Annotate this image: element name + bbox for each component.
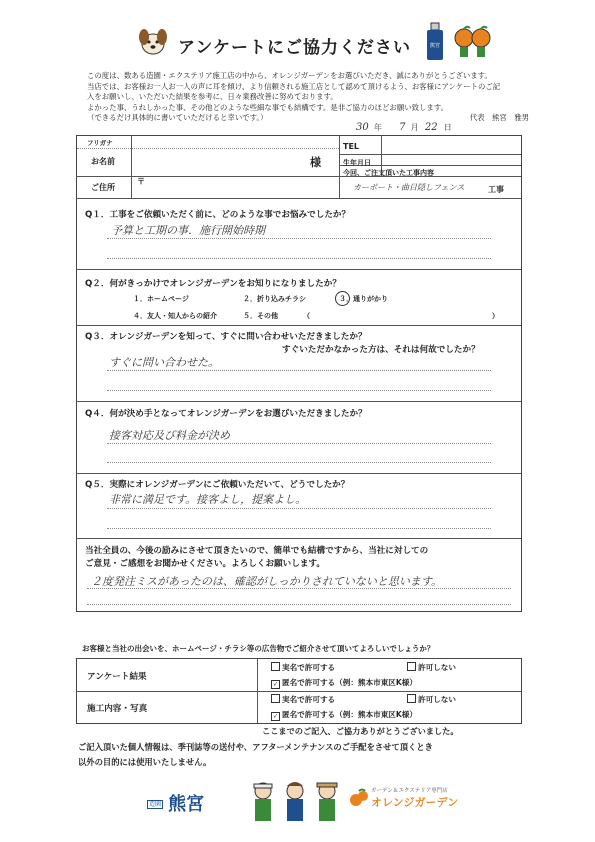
- date-year: 30: [356, 122, 369, 133]
- honorific-label: 様: [310, 156, 321, 169]
- checkbox-icon: [407, 662, 416, 671]
- logo-main-text: 熊宮: [168, 794, 205, 815]
- kumamiya-logo: [147, 790, 204, 816]
- birthdate-label: 生年月日: [343, 159, 371, 167]
- q3-sub: すぐいただかなかった方は、それは何故でしたか？: [282, 345, 480, 355]
- comment-line-2: ご意見・ご感想をお聞かせください。よろしくお願いします。: [85, 559, 325, 569]
- work-label: 今回、ご注文頂いた工事内容: [343, 169, 434, 177]
- q3-answer[interactable]: すぐに問い合わせた。: [109, 356, 219, 369]
- checkbox-icon: [271, 694, 280, 703]
- permission-row-label-survey: アンケート結果: [87, 672, 147, 682]
- permission-row-2-real[interactable]: [271, 694, 335, 705]
- q2-other-close: ）: [492, 312, 499, 320]
- comment-answer[interactable]: ２度発注ミスがあったのは、確認がしっかりされていないと思います。: [91, 575, 443, 588]
- orange-mascot-icon: [450, 24, 494, 58]
- date-month-unit: 月: [410, 123, 419, 132]
- date-day-unit: 日: [443, 123, 452, 132]
- checkbox-icon: [407, 694, 416, 703]
- option-label: 実名で許可する: [282, 695, 336, 704]
- q4-answer[interactable]: 接客対応及び料金が決め: [109, 429, 230, 442]
- privacy-line-2: 以外の目的には使用いたしません。: [78, 757, 212, 767]
- thanks-text: ここまでのご記入、ご協力ありがとうございました。: [262, 726, 459, 736]
- q2-text: Q２．何がきっかけでオレンジガーデンをお知りになりましたか？: [85, 279, 341, 289]
- date-line: [356, 122, 452, 133]
- q1-answer[interactable]: 予算と工期の事．施行開始時期: [111, 224, 265, 237]
- option-label: 匿名で許可する（例：熊本市東区K様）: [282, 710, 417, 719]
- dog-mascot-icon: [136, 24, 170, 58]
- address-label: ご住所: [91, 183, 115, 192]
- q4-text: Q４．何が決め手となってオレンジガーデンをお選びいただきましたか？: [85, 409, 367, 419]
- q5-text: Q５．実際にオレンジガーデンにご依頼いただいて、どうでしたか？: [85, 480, 350, 490]
- privacy-line-1: ご記入頂いた個人情報は、季刊誌等の送付や、アフターメンテナンスのご手配をさせて頂くとき: [78, 742, 433, 752]
- q2-option-1[interactable]: １．ホームページ: [133, 295, 189, 303]
- page-title: アンケートにご協力ください: [178, 38, 411, 58]
- permission-question: お客様と当社の出会いを、ホームページ・チラシ等の広告物でご紹介させて頂いてよろしいでしょうか？: [82, 644, 435, 653]
- furigana-label: フリガナ: [87, 139, 113, 147]
- permission-row-label-photo: 施工内容・写真: [87, 704, 148, 714]
- comment-line-1: 当社全員の、今後の励みにさせて頂きたいので、簡単でも結構ですから、当社に対しての: [85, 546, 429, 556]
- orange-garden-logo: [371, 786, 458, 810]
- permission-table: [76, 658, 522, 724]
- staff-mascots-icon: [245, 776, 345, 824]
- permission-row-1-real[interactable]: [271, 662, 335, 673]
- intro-line: （できるだけ具体的に書いていただけると幸いです。）: [87, 113, 268, 123]
- q2-option-5[interactable]: ５．その他: [243, 312, 278, 320]
- option-label: 匿名で許可する（例：熊本市東区K様）: [282, 678, 417, 687]
- intro-line: よかった事、うれしかった事、その他どのような些細な事でも結構です。是非ご協力のほどお願い致します。: [87, 102, 448, 112]
- q3-text: Q３．オレンジガーデンを知って、すぐに問い合わせいただきましたか？: [85, 332, 367, 342]
- checked-checkbox-icon: ✓: [272, 681, 279, 688]
- logo-small-text: 造園: [149, 801, 162, 808]
- tel-field[interactable]: [383, 137, 519, 153]
- logo-tagline: ガーデン＆エクステリア専門店: [371, 788, 448, 794]
- date-month: 7: [399, 122, 406, 133]
- q1-text: Q１．工事をご依頼いただく前に、どのような事でお悩みでしたか？: [85, 210, 351, 220]
- intro-line: 入をお願いし、いただいた結果を参考に、日々業務改善に努めております。: [87, 92, 338, 102]
- option-label: 許可しない: [418, 695, 456, 704]
- checkbox-icon: [271, 662, 280, 671]
- q5-answer[interactable]: 非常に満足です。接客よし，提案よし。: [109, 493, 307, 506]
- q2-option-2[interactable]: ２．折り込みチラシ: [243, 295, 306, 303]
- permission-row-2-anon[interactable]: [271, 709, 417, 721]
- name-label: お名前: [91, 157, 115, 166]
- badge-label: 熊宮: [429, 43, 440, 49]
- postal-mark: 〒: [137, 177, 145, 186]
- bottle-badge-icon: [424, 22, 446, 62]
- tel-label: TEL: [343, 142, 360, 151]
- permission-row-1-anon[interactable]: [271, 677, 417, 689]
- date-day: 22: [424, 122, 438, 133]
- permission-row-1-deny[interactable]: [407, 662, 456, 673]
- orange-logo-icon: [348, 787, 370, 809]
- intro-line: 当店では、お客様お一人お一人の声に耳を傾け、より信頼される施工店として認めて頂けるよう、お客様にアンケートのご記: [87, 81, 501, 91]
- birthdate-field[interactable]: [383, 155, 519, 165]
- work-suffix: 工事: [488, 185, 504, 194]
- address-field[interactable]: [133, 177, 333, 197]
- date-year-unit: 年: [373, 123, 382, 132]
- work-value: カーポート・曲目隠しフェンス: [353, 183, 465, 192]
- checked-checkbox-icon: ✓: [272, 713, 279, 720]
- intro-text: [87, 71, 557, 124]
- name-field[interactable]: [133, 149, 333, 175]
- q2-other-open: （: [303, 312, 310, 320]
- signature: 代表 熊宮 雅男: [469, 112, 529, 122]
- intro-line: この度は、数ある造園・エクステリア施工店の中から、オレンジガーデンをお選びいただき、誠にありがとうございます。: [87, 71, 492, 80]
- permission-row-2-deny[interactable]: [407, 694, 456, 705]
- q2-option-3[interactable]: ３．通りがかり: [339, 295, 388, 303]
- option-label: 実名で許可する: [282, 663, 336, 672]
- option-label: 許可しない: [418, 663, 456, 672]
- logo-brand: オレンジガーデン: [371, 796, 459, 809]
- q2-option-4[interactable]: ４．友人・知人からの紹介: [133, 312, 217, 320]
- survey-form: [76, 135, 522, 612]
